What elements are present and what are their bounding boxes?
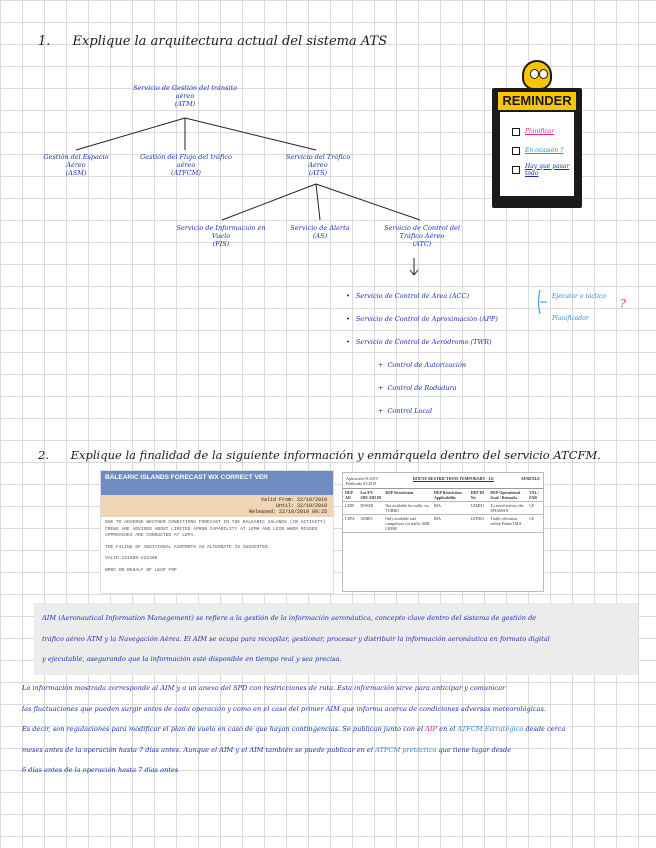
line-text: meses antes de la operación hasta 7 días antes. Aunque el AIM y el AIM también se puede publicar en el	[22, 745, 373, 754]
node-as-code: (AS)	[312, 232, 328, 240]
forecast-body	[101, 517, 333, 582]
line-text: que tiene lugar desde	[438, 745, 512, 754]
checkbox-icon	[512, 147, 520, 155]
table-header: DEP Restriction	[383, 489, 432, 502]
table-cell: Not available for traffic via TURBO	[383, 502, 432, 515]
table-header: DEP AD	[343, 489, 358, 502]
question-mark: ?	[620, 297, 626, 310]
atfcm-strategic-highlight: ATFCM Estratégico	[457, 725, 524, 733]
node-fis	[176, 224, 266, 248]
node-atc	[376, 224, 468, 248]
paragraph-line: La información mostrada corresponde al AIM y a un anexo del SPD con restricciones de ruta. Esta información sirve para anticipar y comunicar	[22, 684, 506, 692]
node-fis-title: Servicio de Información en Vuelo	[176, 224, 266, 240]
paragraph-line	[22, 740, 646, 761]
question-2-text: Explique la finalidad de la siguiente información y enmárquela dentro del servicio ATCFM.	[70, 448, 601, 462]
reminder-sticker	[492, 60, 582, 208]
line-text: desde cerca	[525, 725, 566, 733]
route-title: ROUTE RESTRICTIONS TEMPORARY - LE	[412, 476, 494, 481]
reminder-item: En ocasión ?	[525, 147, 564, 154]
forecast-line: VALID:221500-222300	[105, 556, 158, 561]
route-restrictions-image	[342, 472, 544, 592]
forecast-valid-from: Valid From: 22/10/2019	[260, 497, 327, 503]
node-atfcm-title: Gestión del Flujo del tráfico aéreo	[140, 153, 232, 169]
reminder-item: Planificar	[525, 128, 555, 135]
table-header: Loc/FV SID/ SID ID	[358, 489, 383, 502]
question-2	[38, 448, 601, 462]
table-cell: LE	[527, 515, 543, 533]
paragraph-line: y ejecutable, asegurando que la información esté disponible en tiempo real y sea precisa.	[42, 655, 342, 663]
node-atm-code: (ATM)	[174, 100, 196, 108]
atc-services-list	[346, 292, 498, 361]
node-as	[282, 224, 358, 240]
forecast-header: BALEARIC ISLANDS FORECAST WX CORRECT VER	[101, 471, 333, 495]
list-item: • Servicio de Control de Área (ACC)	[346, 292, 498, 315]
table-header: DEP Operational Goal / Remarks	[488, 489, 527, 502]
side-note-tactical: Ejecutor o táctico	[552, 293, 606, 300]
table-cell: LEIB	[343, 502, 358, 515]
route-table	[343, 489, 543, 533]
table-cell: IBA	[432, 515, 469, 533]
table-cell: To avoid activity the SPIAMAN	[488, 502, 527, 515]
table-cell: LEPA	[343, 515, 358, 533]
table-cell: LEPA01	[469, 515, 489, 533]
table-cell: LE	[527, 502, 543, 515]
line-text: Es decir, son regulaciones para modificar el plan de vuelo en caso de que hayan contingencias. Se publican junto con el	[22, 725, 424, 733]
list-item: + Control de Rodadura	[378, 384, 466, 407]
reminder-item: Hay que pasar todo	[525, 162, 570, 177]
reminder-title: REMINDER	[496, 90, 578, 112]
table-cell: AMBO	[358, 515, 383, 533]
node-ats-code: (ATS)	[308, 169, 328, 177]
question-2-number: 2.	[38, 448, 49, 462]
aip-highlight: AIP	[425, 725, 437, 733]
forecast-line: DUE TO ADVERSE WEATHER CONDITIONS FORECAST IN THE BALEARIC ISLANDS (CB ACTIVITY) CREWS ARE ADVISED ABOUT LIMITED APRON CAPABILITY AT LEMH AND LEIB WHEN MISSED APPROACHES ARE CONDUCTED AT LEPA.	[105, 520, 326, 538]
forecast-until: Until: 22/10/2019	[275, 503, 327, 509]
aim-paragraph	[42, 608, 638, 670]
forecast-line: NMOC ON BEHALF OF LECP FMP	[105, 567, 177, 573]
node-atc-title: Servicio de Control del Tráfico Aéreo	[384, 224, 460, 240]
forecast-released: Released: 22/10/2019 09:25	[248, 509, 327, 515]
table-cell: LEMD1	[469, 502, 489, 515]
paragraph-line: 6 días antes de la operación hasta 7 días antes	[22, 766, 179, 774]
forecast-validity	[101, 495, 333, 517]
list-item: + Control Local	[378, 407, 466, 430]
explanation-paragraph	[22, 678, 646, 781]
node-as-title: Servicio de Alerta	[290, 224, 350, 232]
node-asm-title: Gestión del Espacio Aéreo	[43, 153, 109, 169]
route-header-left: Aplicación 01/2019 Publicado 01/2019	[346, 476, 378, 486]
table-header: VAL / FAB	[527, 489, 543, 502]
node-fis-code: (FIS)	[212, 240, 230, 248]
node-atc-code: (ATC)	[412, 240, 432, 248]
question-1-number: 1.	[38, 34, 51, 49]
list-item: • Servicio de Control de Aproximación (APP)	[346, 315, 498, 338]
reminder-items	[512, 122, 578, 179]
table-row	[343, 515, 543, 533]
line-text: en el	[439, 725, 456, 733]
table-cell: Only available and compulsory for traffic ARR LEMH	[383, 515, 432, 533]
forecast-line: THE FILING OF ADDITIONAL AIRPORTS AS ALTERNATE IS SUGGESTED.	[105, 544, 271, 550]
twr-sublist	[378, 361, 466, 430]
node-atm	[130, 84, 240, 108]
route-header-right: AFREXLE	[520, 476, 540, 481]
paragraph-line: AIM (Aeronautical Information Management) se refiere a la gestión de la información aeronáutica, concepto clave dentro del sistema de gestión de	[42, 614, 537, 622]
table-header: DEP ID No	[469, 489, 489, 502]
table-cell: Traffic elevation within Palma TMA	[488, 515, 527, 533]
atfcm-pretactical-highlight: ATFCM pretáctico	[375, 745, 437, 754]
forecast-notice-image	[100, 470, 334, 594]
table-cell: DOKIB	[358, 502, 383, 515]
list-item: + Control de Autorización	[378, 361, 466, 384]
paragraph-line: las fluctuaciones que pueden surgir antes de cada operación y como en el caso del primer AIM que informa acerca de condiciones adversas meteorológicas.	[22, 704, 546, 713]
side-note-planner: Planificador	[552, 315, 589, 322]
node-atm-title: Servicio de Gestión del tránsito aéreo	[132, 84, 238, 100]
reminder-mascot-icon	[522, 60, 552, 90]
table-row	[343, 502, 543, 515]
node-atfcm-code: (ATFCM)	[171, 169, 201, 177]
table-header: DEP Restriction Applicability	[432, 489, 469, 502]
node-ats	[276, 153, 360, 177]
paragraph-line	[22, 719, 646, 740]
table-cell: IBA	[432, 502, 469, 515]
node-ats-title: Servicio del Tráfico Aéreo	[285, 153, 351, 169]
node-atfcm	[140, 153, 232, 177]
checkbox-icon	[512, 128, 520, 136]
checkbox-icon	[512, 166, 520, 174]
list-item: • Servicio de Control de Aeródromo (TWR)	[346, 338, 498, 361]
node-asm-code: (ASM)	[65, 169, 87, 177]
paragraph-line: tráfico aéreo ATM y la Navegación Aérea. El AIM se ocupa para recopilar, gestionar, procesar y distribuir la información aeronáutica en formato digital	[42, 634, 550, 643]
question-1-text: Explique la arquitectura actual del sistema ATS	[72, 34, 388, 49]
node-asm	[36, 153, 116, 177]
